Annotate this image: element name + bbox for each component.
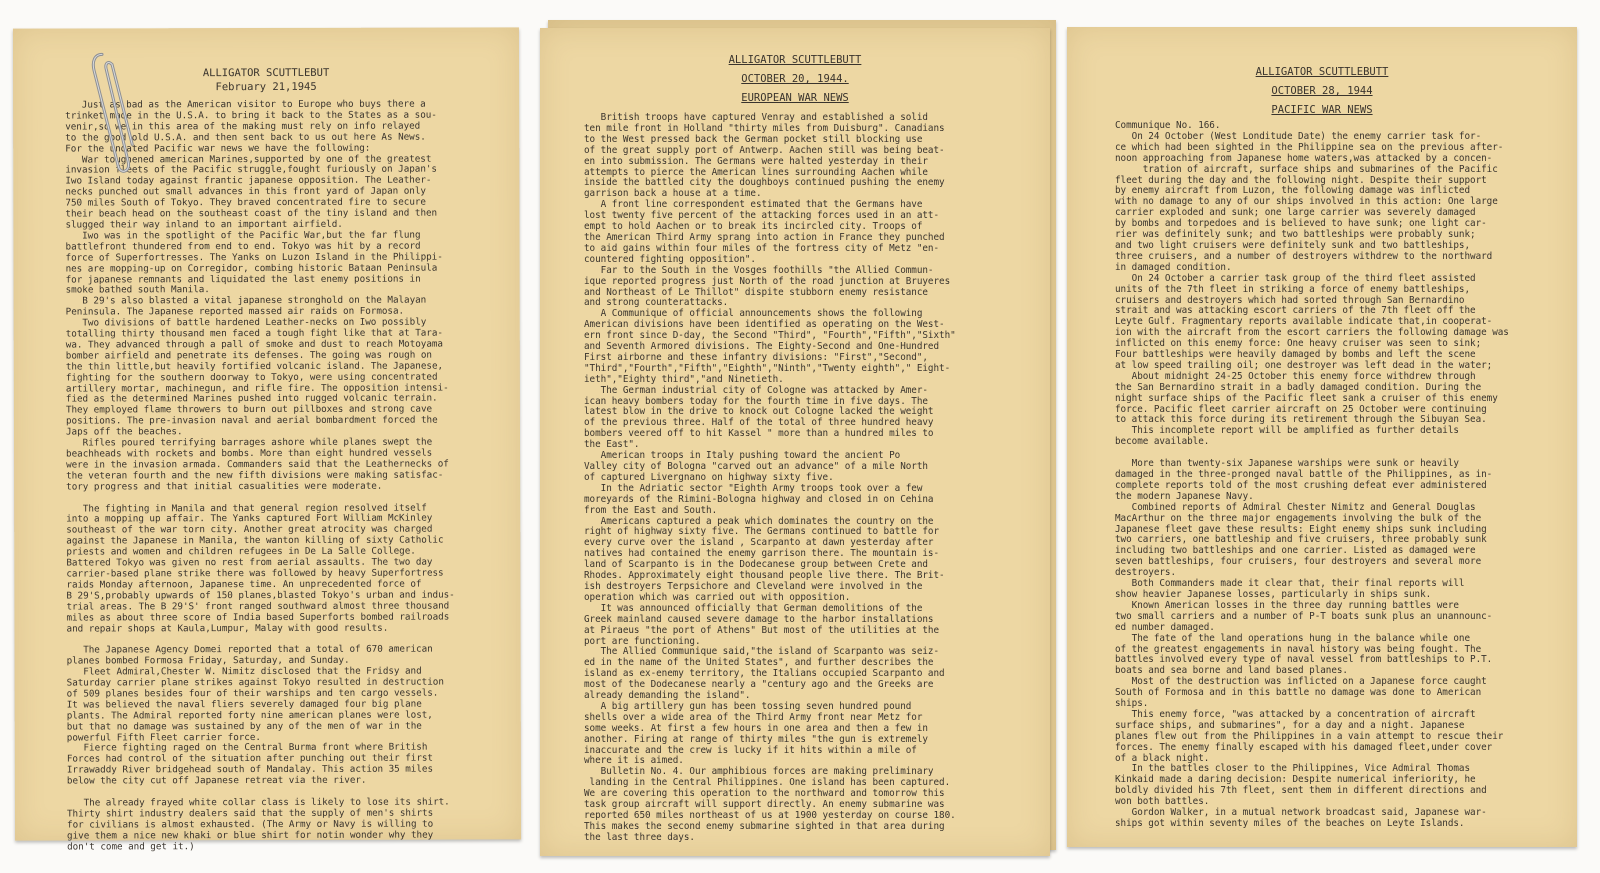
section-heading: EUROPEAN WAR NEWS: [741, 92, 849, 104]
section-heading: PACIFIC WAR NEWS: [1271, 104, 1373, 116]
newsletter-page-feb-21-1945: [13, 27, 521, 853]
article-body: Communique No. 166. On 24 October (West Londitude Date) the enemy carrier task for- ce which had been sighted in the Philippine sea on the previous after- noon approaching from Japanese home waters,was attacked by a concen- tration of aircraft, surface ships and submarines of the Pacific fleet during the day and the following night. Despite their support by enemy aircraft from Luzon, the following damage was inflicted with no damage to any of our ships involved in this action: One large carrier exploded and sunk; one large carrier was severely damaged by bombs and torpedoes and is believed to have sunk; one light car- rier was definitely sunk; and two battleships were probably sunk; and two light cruisers were definitely sunk and two battleships, three cruisers, and a number of destroyers withdrew to the northward in damaged condition. On 24 October a carrier task group of the third fleet assisted units of the 7th fleet in striking a force of enemy battleships, cruisers and destroyers which had sorted through San Bernardino strait and was attacking escort carriers of the 7th fleet off the Leyte Gulf. Fragmentary reports available indicate that,in cooperat- ion with the aircraft from the escort carriers the following damage was inflicted on this enemy force: One heavy cruiser was seen to sink; Four battleships were heavily damaged by bombs and left the scene at low speed trailing oil; one destroyer was left dead in the water; About midnight 24-25 October this enemy force withdrew through the San Bernardino strait in a badly damaged condition. During the night surface ships of the Pacific fleet sank a cruiser of this enemy force. Pacific fleet carrier aircraft on 25 October were continuing to attack this force during its retirement through the Sibuyan Sea. This incomplete report will be amplified as further details become available. More than twenty-six Japanese warships were sunk or heavily damaged in the three-pronged naval battle of the Philippines, as in- complete reports told of the most crushing defeat ever administered the modern Japanese Navy. Combined reports of Admiral Chester Nimitz and General Douglas MacArthur on the three major engagements involving the bulk of the Japanese fleet gave these results: Eight enemy ships sunk including two carriers, one battleship and five cruisers, three probably sunk including two battleships and one carrier. Listed as damaged were seven battleships, four cruisers, four destroyers and several more destroyers. Both Commanders made it clear that, their final reports will show heavier Japanese losses, particularly in ships sunk. Known American losses in the three day running battles were two small carriers and a number of P-T boats sunk plus an unannounc- ed number damaged. The fate of the land operations hung in the balance while one of the greatest engagements in naval history was being fought. The battles involved every type of naval vessel from battleships to P.T. boats and sea borne and land based planes. Most of the destruction was inflicted on a Japanese force caught South of Formosa and in this battle no damage was done to American ships. This enemy force, "was attacked by a concentration of aircraft surface ships, and submarines", for a day and a night. Japanese planes flew out from the Philippines in a vain attempt to rescue their forces. The enemy finally escaped with his damaged fleet,under cover of a black night. In the battles closer to the Philippines, Vice Admiral Thomas Kinkaid made a daring decision: Despite numerical inferiority, he boldly divided his 7th fleet, sent them in different directions and won both battles. Gordon Walker, in a mutual network broadcast said, Japanese war- ships got within seventy miles of the beaches on Leyte Islands.: [1115, 120, 1509, 829]
page-header: [540, 51, 1050, 108]
page-header: [1067, 63, 1577, 120]
newsletter-title: ALLIGATOR SCUTTLEBUT: [202, 66, 330, 80]
article-body: British troops have captured Venray and established a solid ten mile front in Holland "thirty miles from Duisburg". Canadians to the West pressed back the German pocket still blocking use of the great supply port of Antwerp. Aachen still was being beat- en into submission. The Germans were halted yesterday in their attempts to pierce the American lines surrounding Aachen while inside the battled city the doughboys continued pushing the enemy garrison back a house at a time. A front line correspondent estimated that the Germans have lost twenty five percent of the attacking forces used in an att- empt to hold Aachen or to break its incircled city. Troops of the American Third Army sprang into action in France they punched to aid gains within four miles of the fortress city of Metz "en- countered fighting opposition". Far to the South in the Vosges foothills "the Allied Commun- ique reported progress just North of the road junction at Bruyeres and Northeast of Le Thillot" dispite stubborn enemy resistance and strong counterattacks. A Communique of official announcements shows the following American divisions have been identified as operating on the West- ern front since D-day, the Second "Third", "Fourth","Fifth","Sixth" and Seventh Armored divisions. The Eighty-Second and One-Hundred First airborne and these infantry divisions: "First","Second", "Third","Fourth","Fifth","Eighth","Ninth","Twenty eighth"," Eight- ieth","Eighty third","and Ninetieth. The German industrial city of Cologne was attacked by Amer- ican heavy bombers today for the fourth time in five days. The latest blow in the drive to knock out Cologne lacked the weight of the previous three. Half of the total of three hundred heavy bombers veered off to hit Kassel " more than a hundred miles to the East". American troops in Italy pushing toward the ancient Po Valley city of Bologna "carved out an advance" of a mile North of captured Livergnano on highway sixty five. In the Adriatic sector "Eighth Army troops took over a few moreyards of the Rimini-Bologna highway and closed in on Cehina from the East and South. Americans captured a peak which dominates the country on the right of highway sixty five. The Germans continued to battle for every curve over the island , Scarpanto at dawn yesterday after natives had contained the enemy garrison there. The mountain is- land of Scarpanto is in the Dodecanese group between Crete and Rhodes. Approximately eight thousand people live there. The Brit- ish destroyers Terpsichore and Cleveland were involved in the operation which was carried out with opposition. It was announced officially that German demolitions of the Greek mainland caused severe damage to the harbor installations at Piraeus "the port of Athens" But most of the utilities at the port are functioning. The Allied Communique said,"the island of Scarpanto was seiz- ed in the name of the United States", and further describes the island as ex-enemy territory, the Italians occupied Scarpanto and most of the Dodecanese nearly a "century ago and the Greeks are already demanding the island". A big artillery gun has been tossing seven hundred pound shells over a wide area of the Third Army front near Metz for some weeks. At first a few hours in one area and then a few in another. Firing at range of thirty miles "the gun is extremely inaccurate and the crew is lucky if it hits within a mile of where it is aimed. Bulletin No. 4. Our amphibious forces are making preliminary landing in the Central Philippines. One island has been captured. We are covering this operation to the northward and tomorrow this task group aircraft will support directly. An enemy submarine was reported 650 miles northeast of us at 1900 yesterday on course 180. This makes the second enemy submarine sighted in that area during the last three days.: [584, 112, 956, 843]
newsletter-date: OCTOBER 28, 1944: [1271, 85, 1373, 97]
newsletter-date: OCTOBER 20, 1944.: [741, 73, 849, 85]
newsletter-page-oct-20-1944: [540, 28, 1050, 856]
newsletter-date: February 21,1945: [215, 80, 317, 94]
newsletter-title: ALLIGATOR SCUTTLEBUTT: [1255, 66, 1389, 78]
newsletter-title: ALLIGATOR SCUTTLEBUTT: [728, 54, 862, 66]
paperclip-icon: [88, 48, 134, 176]
article-body: Just as bad as the American visitor to Europe who buys there a trinket made in the U.S.A. to bring it back to the States as a sou- venir,so we,in this area of the making must rely on info relayed to the good old U.S.A. and then sent back to us out here As News. For the undated Pacific war news we have the following: War toughened american Marines,supported by one of the greatest invasion fleets of the Pacific struggle,fought furiously on Japan's Iwo Island today against frantic japanese opposition. The Leather- necks punched out small advances in this front yard of Japan only 750 miles South of Tokyo. They braved concentrated fire to secure their beach head on the southeast coast of the tiny island and then slugged their way inland to an important airfield. Iwo was in the spotlight of the Pacific War,but the far flung battlefront thundered from end to end. Tokyo was hit by a record force of Superfortresses. The Yanks on Luzon Island in the Philippi- nes are mopping-up on Corregidor, combing historic Bataan Peninsula for japanese remnants and liquidated the last enemy positions in smoke bathed south Manila. B 29's also blasted a vital japanese stronghold on the Malayan Peninsula. The Japanese reported massed air raids on Formosa. Two divisions of battle hardened Leather-necks on Iwo possibly totalling thirty thousand men faced a tough fight like that at Tara- wa. They advanced through a pall of smoke and dust to reach Motoyama bomber airfield and penetrate its defenses. The going was rough on the thin little,but heavily fortified volcanic island. The Japanese, fighting for the southern doorway to Tokyo, were using concentrated artillery mortar, machinegun, and rifle fire. The opposition intensi- fied as the determined Marines pushed into rugged volcanic terrain. They employed flame throwers to burn out pillboxes and strong cave positions. The pre-invasion naval and aerial bombardment forced the Japs off the beaches. Rifles poured terrifying barrages ashore while planes swept the beachheads with rockets and bombs. More than eight hundred vessels were in the invasion armada. Commanders said that the Leathernecks of the veteran fourth and the new fifth divisions were making satisfac- tory progress and that initial casualities were moderate. The fighting in Manila and that general region resolved itself into a mopping up affair. The Yanks captured Fort William McKinley southeast of the war torn city. Another great atrocity was charged against the Japanese in Manila, the wanton killing of sixty Catholic priests and women and children refugees in De La Salle College. Battered Tokyo was given no rest from aerial assaults. The two day carrier-based plane strike there was followed by heavy Superfortress raids Monday afternoon, Japanese time. An unprecedented force of B 29'S,probably upwards of 150 planes,blasted Tokyo's urban and indus- trial areas. The B 29'S' front ranged southward almost three thousand miles as about three score of India based Superforts bombed railroads and repair shops at Kaula,Lumpur, Malay with good results. The Japanese Agency Domei reported that a total of 670 american planes bombed Formosa Friday, Saturday, and Sunday. Fleet Admiral,Chester W. Nimitz disclosed that the Fridsy and Saturday carrier plane strikes against Tokyo resulted in destruction of 509 planes besides four of their warships and ten cargo vessels. It was believed the naval fliers severely damaged four big plane plants. The Admiral reported forty nine american planes were lost, but that no damage was sustained by any of the men of war in the powerful Fifth Fleet carrier force. Fierce fighting raged on the Central Burma front where British Forces had control of the situation after punching out their first Irrawaddy River bridgehead south of Mandalay. This action 35 miles below the city cut off Japanese retreat via the river. The already frayed white collar class is likely to lose its shirt. Thirty shirt industry dealers said that the supply of men's shirts for civilians is almost exhausted. (The Army or Navy is willing to give them a nice new khaki or blue shirt for notin wonder why they don't come and get it.): [65, 98, 455, 853]
newsletter-page-oct-28-1944: [1067, 27, 1577, 847]
